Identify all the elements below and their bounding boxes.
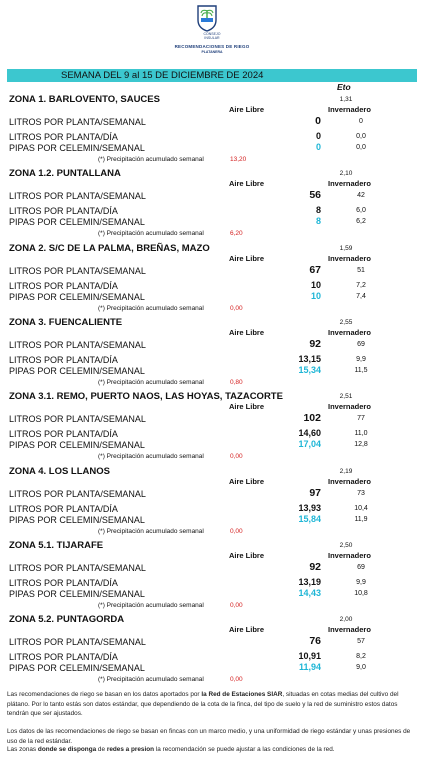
litros-semanal-label: LITROS POR PLANTA/SEMANAL: [9, 562, 146, 573]
column-header-aire-libre: Aire Libre: [229, 476, 265, 486]
zone-title: ZONA 1.2. PUNTALLANA: [9, 168, 121, 180]
logo-caption-line1: CONSEJO: [203, 32, 221, 36]
table-row-pipas-celemin: [0, 143, 424, 155]
litros-semanal-invernadero-value: 51: [357, 266, 365, 274]
table-row-pipas-celemin: [0, 292, 424, 304]
litros-semanal-invernadero-value: 69: [357, 340, 365, 348]
litros-dia-label: LITROS POR PLANTA/DÍA: [9, 206, 118, 217]
precipitation-row: [0, 230, 424, 240]
column-header-aire-libre: Aire Libre: [229, 327, 265, 337]
zone-eto-value: 2,00: [339, 616, 353, 624]
pipas-celemin-aire-libre-value: 0: [315, 142, 321, 152]
precipitation-row: [0, 676, 424, 686]
litros-dia-invernadero-value: 9,9: [356, 578, 366, 586]
pipas-celemin-label: PIPAS POR CELEMIN/SEMANAL: [9, 663, 145, 674]
litros-semanal-aire-libre-value: 56: [309, 189, 321, 202]
precipitation-label: (*) Precipitación acumulado semanal: [98, 601, 204, 609]
precipitation-label: (*) Precipitación acumulado semanal: [98, 527, 204, 535]
precipitation-label: (*) Precipitación acumulado semanal: [98, 304, 204, 312]
litros-dia-invernadero-value: 8,2: [356, 653, 366, 661]
table-row-litros-semanal: [0, 414, 424, 426]
pipas-celemin-label: PIPAS POR CELEMIN/SEMANAL: [9, 514, 145, 525]
litros-dia-aire-libre-value: 13,93: [298, 502, 321, 513]
column-header-aire-libre: Aire Libre: [229, 402, 265, 412]
litros-semanal-invernadero-value: 42: [357, 192, 365, 200]
column-header-invernadero: Invernadero: [328, 550, 371, 560]
zone-block: [0, 540, 424, 614]
footer-p3-text-e: la recomendación se puede ajustar a las condiciones de la red.: [154, 746, 335, 753]
pipas-celemin-label: PIPAS POR CELEMIN/SEMANAL: [9, 440, 145, 451]
zone-block: [0, 243, 424, 317]
pipas-celemin-invernadero-value: 11,5: [354, 366, 368, 374]
table-row-litros-semanal: [0, 637, 424, 649]
pipas-celemin-label: PIPAS POR CELEMIN/SEMANAL: [9, 291, 145, 302]
litros-dia-aire-libre-value: 13,19: [298, 576, 321, 587]
litros-dia-label: LITROS POR PLANTA/DÍA: [9, 652, 118, 663]
zone-eto-value: 1,31: [339, 96, 353, 103]
litros-semanal-aire-libre-value: 102: [303, 412, 321, 425]
table-row-litros-semanal: [0, 486, 424, 501]
column-header-invernadero: Invernadero: [328, 476, 371, 486]
precipitation-row: [0, 602, 424, 612]
zone-title: ZONA 5.1. TIJARAFE: [9, 539, 104, 551]
eto-header: Eto: [337, 82, 351, 92]
precipitation-value: 6,20: [230, 230, 243, 238]
litros-dia-aire-libre-value: 8: [315, 205, 321, 216]
precipitation-row: [0, 528, 424, 538]
pipas-celemin-aire-libre-value: 15,84: [298, 513, 321, 524]
zone-block: [0, 94, 424, 168]
document-subtitle: PLATANERA: [201, 50, 223, 54]
column-header-invernadero: Invernadero: [328, 253, 371, 263]
litros-dia-label: LITROS POR PLANTA/DÍA: [9, 280, 118, 291]
litros-semanal-invernadero-value: 69: [357, 563, 365, 571]
footer-p1-text-c: , situadas en cotas medias del cultivo del plátano. Por lo tanto estás son datos estándar, que dependiendo de la cota de la finca, del tipo de suelo y la red de suministro estos datos tendrán que ser ajustados.: [7, 691, 399, 718]
pipas-celemin-aire-libre-value: 15,34: [298, 364, 321, 375]
table-row-pipas-celemin: [0, 663, 424, 675]
pipas-celemin-invernadero-value: 9,0: [356, 664, 366, 672]
footer-paragraph-2: [7, 727, 417, 746]
precipitation-value: 0,00: [230, 676, 243, 684]
litros-dia-label: LITROS POR PLANTA/DÍA: [9, 429, 118, 440]
precipitation-row: [0, 453, 424, 463]
precipitation-value: 0,00: [230, 527, 243, 535]
table-row-pipas-celemin: [0, 515, 424, 527]
column-header-aire-libre: Aire Libre: [229, 179, 265, 189]
week-banner: [7, 69, 417, 82]
litros-semanal-invernadero-value: 77: [357, 415, 365, 423]
litros-semanal-aire-libre-value: 92: [309, 560, 321, 573]
footer-p1-text-a: Las recomendaciones de riego se basan en los datos aportados por: [7, 691, 202, 698]
zone-eto-value: 2,10: [339, 170, 353, 178]
pipas-celemin-aire-libre-value: 14,43: [298, 587, 321, 598]
pipas-celemin-invernadero-value: 6,2: [356, 218, 366, 226]
zone-eto-value: 2,19: [339, 467, 353, 475]
precipitation-value: 0,80: [230, 378, 243, 386]
litros-semanal-label: LITROS POR PLANTA/SEMANAL: [9, 191, 146, 202]
pipas-celemin-label: PIPAS POR CELEMIN/SEMANAL: [9, 365, 145, 376]
column-header-aire-libre: Aire Libre: [229, 253, 265, 263]
column-header-aire-libre: Aire Libre: [229, 550, 265, 560]
column-header-invernadero: Invernadero: [328, 625, 371, 635]
litros-semanal-label: LITROS POR PLANTA/SEMANAL: [9, 265, 146, 276]
column-header-aire-libre: Aire Libre: [229, 105, 265, 114]
pipas-celemin-aire-libre-value: 10: [310, 290, 321, 301]
precipitation-value: 0,00: [230, 601, 243, 609]
precipitation-value: 0,00: [230, 453, 243, 461]
column-header-invernadero: Invernadero: [328, 105, 371, 114]
precipitation-label: (*) Precipitación acumulado semanal: [98, 676, 204, 684]
litros-semanal-label: LITROS POR PLANTA/SEMANAL: [9, 637, 146, 648]
pipas-celemin-invernadero-value: 11,9: [354, 515, 368, 523]
litros-dia-invernadero-value: 9,9: [356, 355, 366, 363]
table-row-pipas-celemin: [0, 440, 424, 452]
precipitation-label: (*) Precipitación acumulado semanal: [98, 378, 204, 386]
litros-semanal-aire-libre-value: 67: [309, 263, 321, 276]
pipas-celemin-label: PIPAS POR CELEMIN/SEMANAL: [9, 217, 145, 228]
litros-semanal-label: LITROS POR PLANTA/SEMANAL: [9, 414, 146, 425]
table-row-litros-semanal: [0, 117, 424, 129]
precipitation-row: [0, 156, 424, 166]
column-header-aire-libre: Aire Libre: [229, 625, 265, 635]
zone-eto-value: 2,55: [339, 318, 353, 326]
litros-dia-aire-libre-value: 13,15: [298, 353, 321, 364]
precipitation-row: [0, 305, 424, 315]
table-row-litros-semanal: [0, 191, 424, 203]
table-row-pipas-celemin: [0, 217, 424, 229]
pipas-celemin-invernadero-value: 12,8: [354, 441, 368, 449]
footer-p3-text-a: Las zonas: [7, 746, 38, 753]
litros-semanal-label: LITROS POR PLANTA/SEMANAL: [9, 488, 146, 499]
litros-dia-invernadero-value: 10,4: [354, 504, 368, 512]
zone-title: ZONA 3. FUENCALIENTE: [9, 316, 123, 328]
litros-semanal-aire-libre-value: 97: [309, 486, 321, 499]
footer-p3-highlight-1: donde se disponga: [37, 746, 97, 753]
litros-dia-invernadero-value: 7,2: [356, 281, 366, 289]
zone-eto-value: 2,51: [339, 393, 353, 401]
litros-dia-label: LITROS POR PLANTA/DÍA: [9, 577, 118, 588]
litros-dia-aire-libre-value: 10: [310, 279, 321, 290]
litros-semanal-label: LITROS POR PLANTA/SEMANAL: [9, 117, 146, 127]
week-label: SEMANA DEL 9 al 15 DE DICIEMBRE DE 2024: [61, 70, 264, 81]
pipas-celemin-invernadero-value: 7,4: [356, 292, 366, 300]
zone-block: [0, 168, 424, 242]
column-header-invernadero: Invernadero: [328, 402, 371, 412]
column-header-invernadero: Invernadero: [328, 327, 371, 337]
litros-semanal-invernadero-value: 57: [357, 638, 365, 646]
zone-block: [0, 317, 424, 391]
pipas-celemin-aire-libre-value: 8: [315, 216, 321, 227]
table-row-litros-semanal: [0, 337, 424, 352]
footer-p3-highlight-2: redes a presion: [106, 746, 155, 753]
litros-dia-invernadero-value: 6,0: [356, 207, 366, 215]
zone-title: ZONA 5.2. PUNTAGORDA: [9, 614, 125, 626]
precipitation-label: (*) Precipitación acumulado semanal: [98, 453, 204, 461]
litros-dia-label: LITROS POR PLANTA/DÍA: [9, 354, 118, 365]
document-header: [0, 0, 424, 68]
zone-title: ZONA 1. BARLOVENTO, SAUCES: [9, 94, 160, 105]
document-title: RECOMENDACIONES DE RIEGO: [174, 44, 250, 49]
precipitation-value: 0,00: [230, 304, 243, 312]
footer-paragraph-1: [7, 690, 417, 719]
litros-semanal-aire-libre-value: 92: [309, 337, 321, 350]
footer-p3-text-c: de: [96, 746, 107, 753]
zone-eto-value: 1,59: [339, 244, 353, 252]
zone-block: [0, 614, 424, 688]
column-header-invernadero: Invernadero: [328, 179, 371, 189]
pipas-celemin-aire-libre-value: 17,04: [298, 439, 321, 450]
footer-p1-highlight: la Red de Estaciones SIAR: [201, 691, 283, 698]
pipas-celemin-invernadero-value: 10,8: [354, 589, 368, 597]
table-row-pipas-celemin: [0, 589, 424, 601]
litros-semanal-invernadero-value: 0: [359, 118, 363, 125]
zone-block: [0, 391, 424, 465]
pipas-celemin-aire-libre-value: 11,94: [298, 662, 321, 673]
litros-dia-aire-libre-value: 10,91: [298, 651, 321, 662]
litros-semanal-aire-libre-value: 76: [309, 635, 321, 648]
zone-title: ZONA 4. LOS LLANOS: [9, 465, 110, 477]
pipas-celemin-label: PIPAS POR CELEMIN/SEMANAL: [9, 588, 145, 599]
zone-block: [0, 466, 424, 540]
litros-semanal-invernadero-value: 73: [357, 489, 365, 497]
logo-caption-line2: INSULAR: [204, 36, 220, 40]
pipas-celemin-invernadero-value: 0,0: [356, 144, 366, 151]
litros-dia-aire-libre-value: 14,60: [298, 428, 321, 439]
table-row-litros-semanal: [0, 560, 424, 575]
pipas-celemin-label: PIPAS POR CELEMIN/SEMANAL: [9, 143, 145, 153]
zone-title: ZONA 3.1. REMO, PUERTO NAOS, LAS HOYAS, TAZACORTE: [9, 391, 283, 403]
litros-dia-invernadero-value: 0,0: [356, 133, 366, 140]
precipitation-value: 13,20: [230, 156, 247, 163]
litros-semanal-label: LITROS POR PLANTA/SEMANAL: [9, 339, 146, 350]
zone-title: ZONA 2. S/C DE LA PALMA, BREÑAS, MAZO: [9, 242, 210, 254]
litros-semanal-aire-libre-value: 0: [315, 115, 321, 127]
cabildo-logo-icon: [196, 4, 218, 32]
precipitation-label: (*) Precipitación acumulado semanal: [98, 156, 204, 163]
precipitation-row: [0, 379, 424, 389]
table-row-litros-semanal: [0, 263, 424, 278]
zone-eto-value: 2,50: [339, 541, 353, 549]
litros-dia-aire-libre-value: 0: [315, 131, 321, 141]
litros-dia-invernadero-value: 11,0: [354, 430, 368, 438]
precipitation-label: (*) Precipitación acumulado semanal: [98, 230, 204, 238]
litros-dia-label: LITROS POR PLANTA/DÍA: [9, 503, 118, 514]
table-row-pipas-celemin: [0, 366, 424, 378]
footer-paragraph-3: [7, 745, 417, 755]
litros-dia-label: LITROS POR PLANTA/DÍA: [9, 132, 118, 142]
footer-p2-text: Los datos de las recomendaciones de riego se basan en fincas con un marco medio, y una uniformidad de riego estándar y unas presiones de uso de la red estándar.: [7, 728, 411, 745]
